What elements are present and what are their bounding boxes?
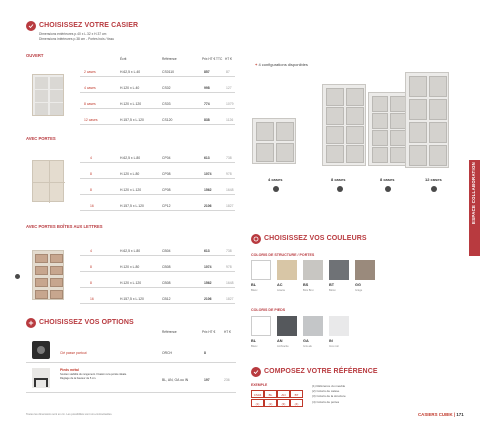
plus-icon xyxy=(26,318,36,328)
reference-example-label: EXEMPLE xyxy=(251,383,268,387)
shelf-12-cases-image xyxy=(405,72,449,168)
swatch-code: BT xyxy=(329,283,335,287)
ouvert-label: OUVERT xyxy=(26,53,44,58)
swatch-pieds-bl xyxy=(251,316,271,336)
config-label-2: 8 cases xyxy=(331,177,346,182)
table-row: Pieds métal Soutien stabilité du rangement. Fixation à la portée idéale. Réglage de la hauteur de 5 cm. BL, AN, GA ou IN 197 236 xyxy=(26,365,236,393)
swatch-structure-bs xyxy=(303,260,323,280)
key-product-image xyxy=(32,341,50,359)
portes-product-image xyxy=(32,160,64,202)
swatch-code: GG xyxy=(355,283,361,287)
shelf-4-cases-image xyxy=(252,118,296,164)
sidebar-tab xyxy=(469,160,480,256)
table-row: 8 H.120 x L.80 CB08 1074 978 xyxy=(80,262,235,272)
reference-icon xyxy=(251,367,261,377)
swatch-name: Gris alu xyxy=(303,345,312,348)
swatch-name: Anthracite xyxy=(277,345,289,348)
shelf-8-cases-image xyxy=(322,84,366,166)
swatch-structure-bl xyxy=(251,260,271,280)
lettres-label: AVEC PORTES BOÎTES AUX LETTRES xyxy=(26,224,103,229)
config-label-3: 8 cases xyxy=(380,177,395,182)
ouvert-table xyxy=(80,57,235,127)
footer-note: Toutes les dimensions sont en cm. Les possibilités sont non-contractuelles. xyxy=(26,413,113,416)
swatch-code: BS xyxy=(303,283,309,287)
swatch-code: GA xyxy=(303,339,309,343)
couleurs-title: CHOISISSEZ VOS COULEURS xyxy=(264,235,367,242)
options-title: CHOISISSEZ VOS OPTIONS xyxy=(39,319,134,326)
configurations-label: + 4 configurations disponibles xyxy=(255,62,308,67)
section-check-icon xyxy=(26,21,36,31)
table-row: 8 H.120 x L.120 CB08 1562 1648 xyxy=(80,278,235,288)
swatch-name: Grège xyxy=(355,289,363,292)
swatch-pieds-in xyxy=(329,316,349,336)
ouvert-header-ref: Référence xyxy=(162,57,177,61)
ouvert-header-dim: Écrit xyxy=(120,57,127,61)
swatch-pieds-an xyxy=(277,316,297,336)
page-footer: CASIERS CUBIK | 171 xyxy=(418,412,464,417)
palette-icon xyxy=(251,234,261,244)
table-row: 2 cases H.62,5 x L.40 CS0110 857 87 xyxy=(80,67,235,77)
sidebar-text: ESPACE COLLABORATION xyxy=(471,162,476,224)
table-row: 8 H.120 x L.120 CP08 1562 1648 xyxy=(80,185,235,195)
feet-product-image xyxy=(32,368,50,388)
swatch-name: Blanc xyxy=(251,289,258,292)
options-header-ref: Référence xyxy=(162,330,177,334)
swatch-structure-gg xyxy=(355,260,375,280)
ouvert-header-price: Prix HT € TTC xyxy=(202,57,223,61)
lettres-table xyxy=(80,238,235,308)
shelf-8-cases-wide-image xyxy=(368,92,408,166)
swatch-code: BL xyxy=(251,339,257,343)
swatch-pieds-ga xyxy=(303,316,323,336)
casier-subtitle-2: Dimensions intérieures p.38 cm - Portes bois / tissu xyxy=(39,37,115,41)
config-play-icon-1[interactable] xyxy=(273,186,279,192)
config-play-icon-4[interactable] xyxy=(431,186,437,192)
swatch-name: Acacia xyxy=(277,289,285,292)
table-row: 16 H.157,5 x L.120 CP12 2106 1827 xyxy=(80,201,235,211)
config-label-1: 4 cases xyxy=(268,177,283,182)
swatch-code: AN xyxy=(277,339,283,343)
table-row: 4 H.62,5 x L.80 CB04 613 738 xyxy=(80,246,235,256)
swatch-name: Béton xyxy=(329,289,336,292)
structure-label: COLORIS DE STRUCTURE / PORTES xyxy=(251,253,315,257)
config-label-4: 12 cases xyxy=(425,177,442,182)
table-row: 8 cases H.120 x L.120 CS03 774 1079 xyxy=(80,99,235,109)
config-play-icon-3[interactable] xyxy=(385,186,391,192)
reference-legend: (1) Référence du meuble (2) Coloris de caisse (3) Coloris de la structure (4) Coloris de portes xyxy=(312,384,346,404)
options-header-price: Prix HT € xyxy=(202,330,216,334)
lettres-product-image xyxy=(32,250,64,300)
table-row: 4 H.62,5 x L.80 CP04 613 738 xyxy=(80,153,235,163)
ouvert-product-image xyxy=(32,74,64,116)
swatch-name: Bois Brut xyxy=(303,289,314,292)
casier-subtitle-1: Dimensions extérieures p.40 x L.32 x H.37 cm xyxy=(39,32,107,36)
table-row: 4 cases H.120 x L.40 CS02 998 127 xyxy=(80,83,235,93)
table-row: 8 H.120 x L.80 CP08 1074 978 xyxy=(80,169,235,179)
swatch-code: BL xyxy=(251,283,257,287)
options-header-ht: HT € xyxy=(224,330,231,334)
swatch-code: IN xyxy=(329,339,333,343)
portes-table xyxy=(80,145,235,215)
swatch-structure-bt xyxy=(329,260,349,280)
table-row: 16 H.157,5 x L.120 CB12 2106 1827 xyxy=(80,294,235,304)
pieds-label: COLORIS DE PIEDS xyxy=(251,308,286,312)
swatch-name: Blanc xyxy=(251,345,258,348)
options-table xyxy=(26,330,236,400)
swatch-structure-ac xyxy=(277,260,297,280)
table-row: 12 cases H.157,5 x L.120 CS120 838 1126 xyxy=(80,115,235,125)
table-row: Clé passe partout ORCH 8 xyxy=(26,338,236,363)
casier-title: CHOISISSEZ VOTRE CASIER xyxy=(39,22,139,29)
config-play-icon-2[interactable] xyxy=(337,186,343,192)
reference-grid: CS04 BL AN BT (1) (2) (3) (4) xyxy=(251,390,303,408)
swatch-code: AC xyxy=(277,283,283,287)
play-icon[interactable] xyxy=(15,274,20,279)
swatch-name: Inox noir xyxy=(329,345,339,348)
reference-title: COMPOSEZ VOTRE RÉFÉRENCE xyxy=(264,368,378,375)
portes-label: AVEC PORTES xyxy=(26,136,56,141)
ouvert-header-ht: HT € xyxy=(225,57,232,61)
